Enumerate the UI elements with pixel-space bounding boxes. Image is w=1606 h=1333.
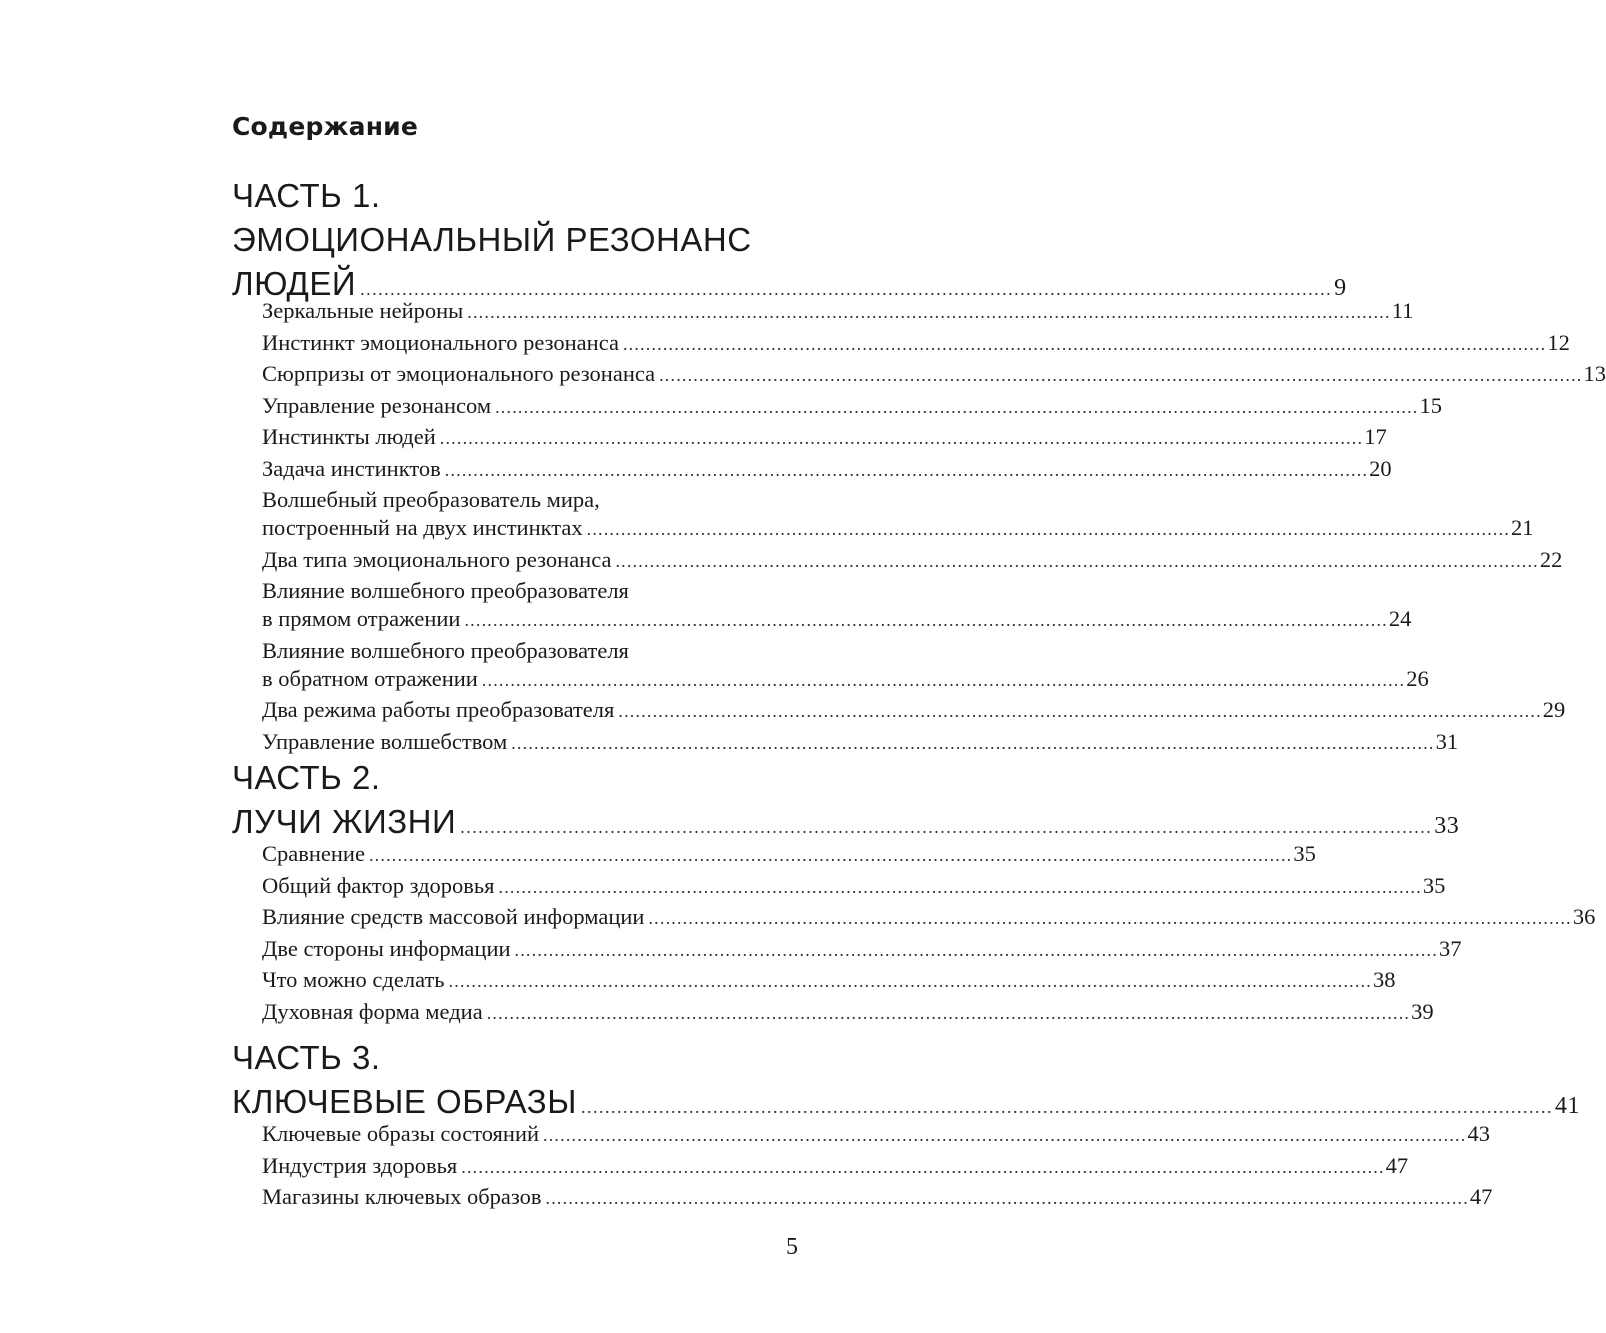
dot-leader: .................................................................................................................................................................. <box>495 396 1419 417</box>
entry-title: Два режима работы преобразователя <box>262 697 615 722</box>
entry-page-number: 24 <box>1388 606 1412 631</box>
entry-page-number: 15 <box>1419 392 1443 418</box>
entry-title: в прямом отражении <box>262 606 461 631</box>
dot-leader: .................................................................................................................................................................. <box>580 1097 1553 1117</box>
dot-leader: .................................................................................................................................................................. <box>368 845 1293 865</box>
dot-leader: .................................................................................................................................................................. <box>659 365 1583 385</box>
entry-title: Общий фактор здоровья <box>262 872 495 898</box>
entry-page-number: 17 <box>1364 424 1387 449</box>
entry-title: построенный на двух инстинктах <box>262 515 583 540</box>
dot-leader: .................................................................................................................................................................. <box>498 876 1422 897</box>
dot-leader: .................................................................................................................................................................. <box>618 701 1542 721</box>
entry-page-number: 47 <box>1469 1184 1493 1209</box>
entry-title: в обратном отражении <box>262 665 478 691</box>
entry-title: Что можно сделать <box>262 967 445 992</box>
entry-page-number: 31 <box>1435 728 1459 754</box>
dot-leader: .................................................................................................................................................................. <box>648 908 1572 928</box>
entry-title: Сравнение <box>262 841 365 866</box>
dot-leader: .................................................................................................................................................................. <box>486 1002 1411 1023</box>
dot-leader: .................................................................................................................................................................. <box>461 1156 1385 1177</box>
entry-page-number: 20 <box>1369 455 1392 481</box>
entry-title: Индустрия здоровья <box>262 1152 458 1178</box>
entry-title: Инстинкты людей <box>262 424 436 449</box>
entry-page-number: 11 <box>1391 298 1414 323</box>
entry-title: Инстинкт эмоционального резонанса <box>262 329 619 355</box>
entry-page-number: 43 <box>1467 1121 1490 1146</box>
dot-leader: .................................................................................................................................................................. <box>514 939 1438 960</box>
toc-entry[interactable] <box>262 998 1434 1027</box>
entry-title-line: Волшебный преобразователь мира, <box>262 487 600 512</box>
dot-leader: .................................................................................................................................................................. <box>481 669 1406 690</box>
entry-page-number: 22 <box>1539 546 1563 572</box>
dot-leader: .................................................................................................................................................................. <box>545 1188 1469 1208</box>
dot-leader: .................................................................................................................................................................. <box>444 459 1369 480</box>
part-page-number: 9 <box>1334 275 1347 301</box>
dot-leader: .................................................................................................................................................................. <box>586 519 1511 539</box>
toc-entry[interactable] <box>262 696 1566 725</box>
toc-entry[interactable] <box>262 455 1392 484</box>
entry-title: Влияние средств массовой информации <box>262 904 645 929</box>
part-1-entries <box>262 297 1606 759</box>
toc-entry[interactable] <box>262 546 1563 575</box>
part-heading-3 <box>232 1036 1580 1129</box>
toc-entry[interactable] <box>262 840 1316 869</box>
entry-title: Управление волшебством <box>262 728 508 754</box>
entry-title: Духовная форма медиа <box>262 998 483 1024</box>
toc-entry[interactable] <box>262 903 1596 932</box>
entry-page-number: 35 <box>1293 841 1316 866</box>
entry-page-number: 21 <box>1511 515 1534 540</box>
entry-title: Магазины ключевых образов <box>262 1184 542 1209</box>
entry-title: Управление резонансом <box>262 392 492 418</box>
entry-title: Задача инстинктов <box>262 455 441 481</box>
dot-leader: .................................................................................................................................................................. <box>543 1125 1467 1145</box>
entry-title: Два типа эмоционального резонанса <box>262 546 612 572</box>
toc-entry[interactable] <box>262 1183 1493 1212</box>
dot-leader: .................................................................................................................................................................. <box>467 302 1391 322</box>
entry-page-number: 37 <box>1438 935 1462 961</box>
entry-title: Две стороны информации <box>262 935 511 961</box>
part-title: ЛУЧИ ЖИЗНИ <box>232 803 457 840</box>
entry-page-number: 39 <box>1411 998 1434 1024</box>
entry-title-line: Влияние волшебного преобразователя <box>262 637 629 663</box>
part-heading-1 <box>232 174 1347 311</box>
entry-title: Ключевые образы состояний <box>262 1121 540 1146</box>
part-title: КЛЮЧЕВЫЕ ОБРАЗЫ <box>232 1083 577 1120</box>
toc-entry[interactable] <box>262 577 1412 634</box>
toc-entry[interactable] <box>262 297 1414 326</box>
dot-leader: .................................................................................................................................................................. <box>464 610 1388 630</box>
toc-entry[interactable] <box>262 1120 1490 1149</box>
entry-page-number: 29 <box>1542 697 1566 722</box>
part-title: ЛЮДЕЙ <box>232 265 357 302</box>
entry-title: Сюрпризы от эмоционального резонанса <box>262 361 656 386</box>
toc-entry[interactable] <box>262 935 1462 964</box>
entry-page-number: 36 <box>1572 904 1596 929</box>
entry-page-number: 47 <box>1385 1152 1409 1178</box>
entry-page-number: 35 <box>1422 872 1446 898</box>
dot-leader: .................................................................................................................................................................. <box>439 428 1364 448</box>
entry-title: Зеркальные нейроны <box>262 298 464 323</box>
part-2-entries <box>262 840 1596 1029</box>
part-heading-line: ЧАСТЬ 3. <box>232 1039 381 1076</box>
dot-leader: .................................................................................................................................................................. <box>615 550 1539 571</box>
toc-entry[interactable] <box>262 1152 1409 1181</box>
dot-leader: .................................................................................................................................................................. <box>622 333 1547 354</box>
part-3-entries <box>262 1120 1493 1215</box>
dot-leader: .................................................................................................................................................................. <box>511 732 1435 753</box>
entry-page-number: 12 <box>1547 329 1570 355</box>
toc-entry[interactable] <box>262 637 1429 694</box>
part-heading-2 <box>232 756 1460 849</box>
toc-entry[interactable] <box>262 423 1387 452</box>
part-heading-line: ЧАСТЬ 1. <box>232 177 381 214</box>
toc-entry[interactable] <box>262 728 1459 757</box>
entry-page-number: 13 <box>1583 361 1606 386</box>
dot-leader: .................................................................................................................................................................. <box>360 279 1333 299</box>
toc-title: Содержание <box>232 112 419 141</box>
dot-leader: .................................................................................................................................................................. <box>460 817 1433 837</box>
toc-entry[interactable] <box>262 872 1446 901</box>
toc-entry[interactable] <box>262 360 1606 389</box>
toc-entry[interactable] <box>262 486 1534 543</box>
part-heading-line: ЧАСТЬ 2. <box>232 759 381 796</box>
entry-page-number: 38 <box>1372 967 1396 992</box>
part-heading-line: ЭМОЦИОНАЛЬНЫЙ РЕЗОНАНС <box>232 221 752 258</box>
entry-page-number: 26 <box>1406 665 1429 691</box>
entry-title-line: Влияние волшебного преобразователя <box>262 578 629 603</box>
part-page-number: 41 <box>1554 1093 1580 1119</box>
toc-entry[interactable] <box>262 392 1443 421</box>
page-number: 5 <box>786 1234 798 1260</box>
toc-entry[interactable] <box>262 966 1396 995</box>
toc-entry[interactable] <box>262 329 1570 358</box>
part-page-number: 33 <box>1434 813 1460 839</box>
dot-leader: .................................................................................................................................................................. <box>448 971 1372 991</box>
